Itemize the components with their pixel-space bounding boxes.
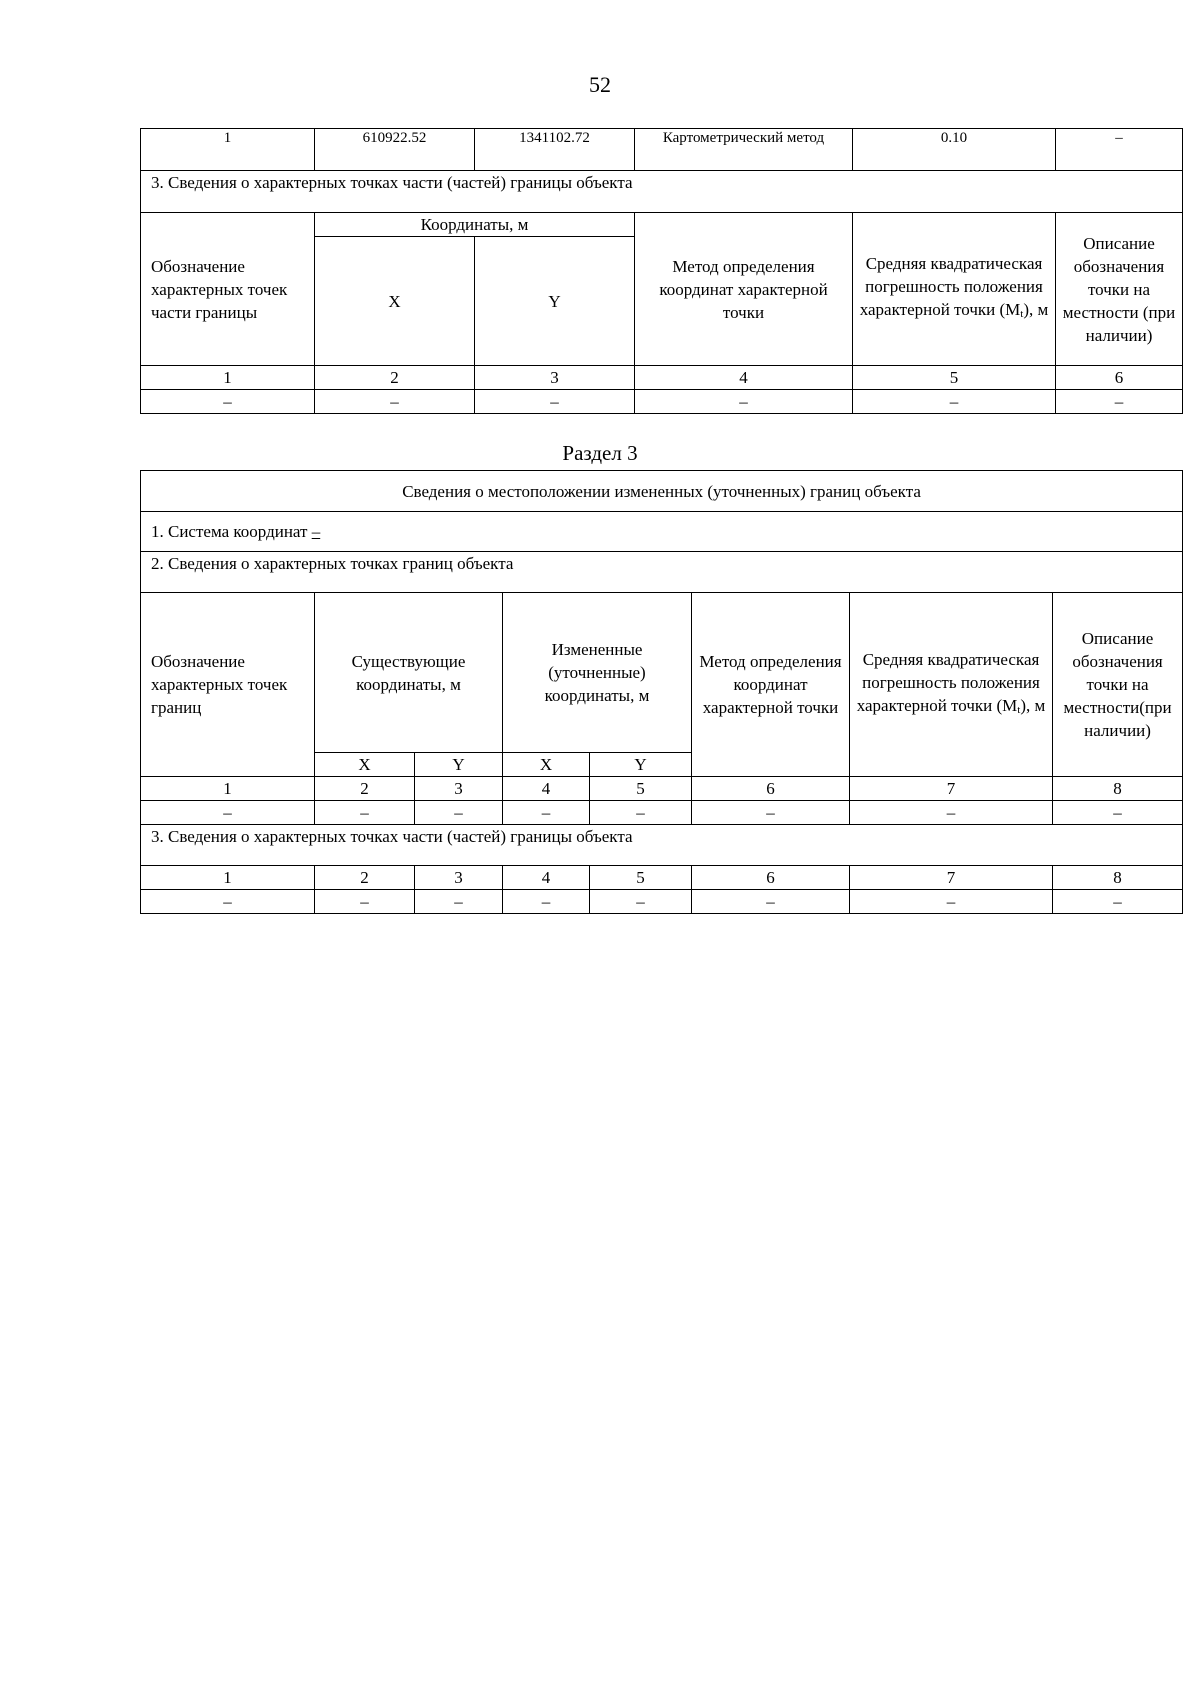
column-number: 5 [853,366,1056,390]
table-cell: – [1053,801,1183,825]
table-cell: – [315,390,475,414]
column-number: 8 [1053,866,1183,890]
table-cell: – [415,801,503,825]
subsection-title: 3. Сведения о характерных точках части (частей) границы объекта [141,825,1183,866]
table-cell: – [141,801,315,825]
table-cell: – [1056,390,1183,414]
column-number-row [141,777,1183,801]
table-row [141,890,1183,914]
table-cell: Картометрический метод [635,129,853,171]
table-cell: – [1053,890,1183,914]
header-coords: Координаты, м [315,213,635,237]
section-heading: Раздел 3 [562,441,638,465]
column-number-row [141,366,1183,390]
column-number: 1 [141,366,315,390]
table-cell: 1 [141,129,315,171]
table-cell: – [692,890,850,914]
coord-system-line: 1. Система координат – [141,512,1183,552]
column-number: 3 [415,777,503,801]
coord-system-value: – [311,522,321,541]
header-y: Y [415,753,503,777]
column-number: 6 [692,777,850,801]
table-row [141,390,1183,414]
table-cell: – [590,801,692,825]
header-description: Описание обозначения точки на местности (при наличии) [1056,213,1183,366]
table-cell: – [503,890,590,914]
column-number: 1 [141,866,315,890]
table-row [141,129,1183,171]
column-number: 7 [850,866,1053,890]
header-x: X [503,753,590,777]
table-cell: – [141,890,315,914]
table-cell: – [850,801,1053,825]
header-x: X [315,237,475,366]
column-number: 7 [850,777,1053,801]
table-cell: – [315,801,415,825]
header-x: X [315,753,415,777]
header-description: Описание обозначения точки на местности(при наличии) [1053,593,1183,777]
page-number: 52 [589,72,611,97]
header-error: Средняя квадратическая погрешность положения характерной точки $(M_t)$, м [850,593,1053,777]
column-number: 2 [315,866,415,890]
header-y: Y [475,237,635,366]
column-number: 2 [315,366,475,390]
table-cell: – [475,390,635,414]
column-number: 6 [692,866,850,890]
table-title: Сведения о местоположении измененных (уточненных) границ объекта [141,471,1183,512]
column-number: 3 [475,366,635,390]
header-y: Y [590,753,692,777]
header-designation: Обозначение характерных точек границ [141,593,315,777]
column-number: 4 [635,366,853,390]
column-number: 8 [1053,777,1183,801]
header-existing-coords: Существующие координаты, м [315,593,503,753]
header-method: Метод определения координат характерной точки [635,213,853,366]
column-number: 5 [590,866,692,890]
table-cell: – [850,890,1053,914]
table-cell: – [635,390,853,414]
table-cell: – [141,390,315,414]
column-number: 1 [141,777,315,801]
table-cell: 0.10 [853,129,1056,171]
column-number: 6 [1056,366,1183,390]
column-number: 3 [415,866,503,890]
table-cell: – [315,890,415,914]
table-cell: – [503,801,590,825]
section2-continuation-table [140,128,1183,414]
column-number: 4 [503,866,590,890]
table-cell: – [692,801,850,825]
section3-table [140,470,1183,914]
column-number: 4 [503,777,590,801]
table-cell: 610922.52 [315,129,475,171]
table-cell: 1341102.72 [475,129,635,171]
header-method: Метод определения координат характерной точки [692,593,850,777]
header-error: Средняя квадратическая погрешность положения характерной точки $(M_t)$, м [853,213,1056,366]
table-row [141,801,1183,825]
column-number: 5 [590,777,692,801]
table-cell: – [415,890,503,914]
table-cell: – [1056,129,1183,171]
table-cell: – [853,390,1056,414]
header-designation: Обозначение характерных точек части границы [141,213,315,366]
header-changed-coords: Измененные (уточненные) координаты, м [503,593,692,753]
subsection-title: 2. Сведения о характерных точках границ объекта [141,552,1183,593]
column-number-row [141,866,1183,890]
table-cell: – [590,890,692,914]
subsection-title: 3. Сведения о характерных точках части (частей) границы объекта [141,171,1183,213]
column-number: 2 [315,777,415,801]
